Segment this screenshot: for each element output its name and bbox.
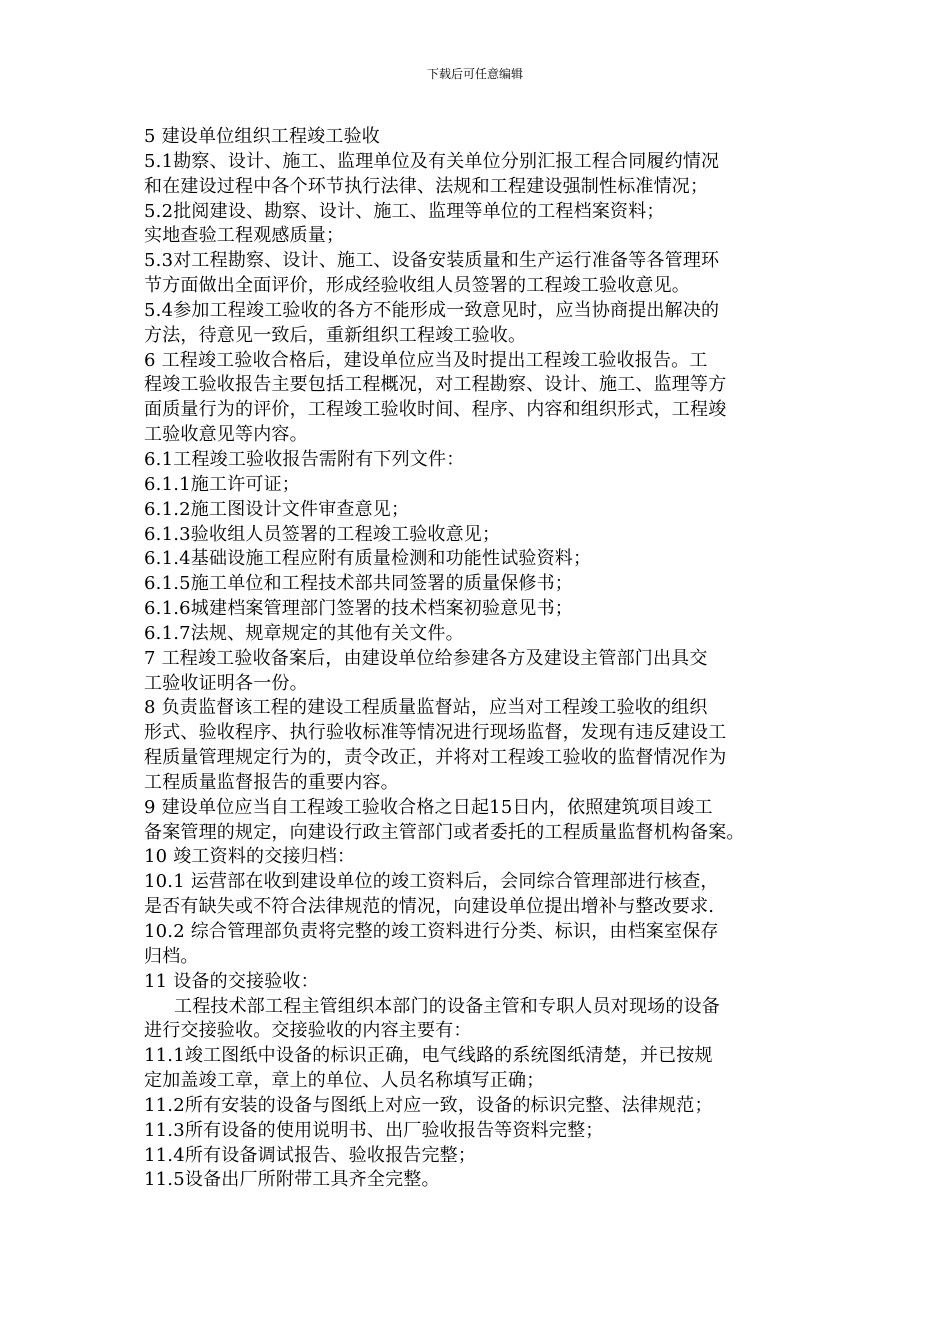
text-line: 11 设备的交接验收： — [144, 970, 319, 992]
text-line: 工验收意见等内容。 — [144, 424, 308, 446]
text-line: 和在建设过程中各个环节执行法律、法规和工程建设强制性标准情况； — [144, 175, 709, 197]
text-line: 11.1竣工图纸中设备的标识正确，电气线路的系统图纸清楚，并已按规 — [144, 1045, 713, 1067]
text-line: 是否有缺失或不符合法律规范的情况，向建设单位提出增补与整改要求. — [144, 896, 715, 918]
text-line: 7 工程竣工验收备案后，由建设单位给参建各方及建设主管部门出具交 — [144, 647, 708, 669]
text-line: 工程质量监督报告的重要内容。 — [144, 771, 399, 793]
text-line: 6.1.1施工许可证； — [144, 473, 300, 495]
text-line: 10.1 运营部在收到建设单位的竣工资料后，会同综合管理部进行核查， — [144, 871, 719, 893]
text-line: 工验收证明各一份。 — [144, 672, 308, 694]
text-line: 5 建设单位组织工程竣工验收 — [144, 126, 380, 147]
text-line: 6.1.3验收组人员签署的工程竣工验收意见； — [144, 523, 501, 545]
text-line: 实地查验工程观感质量； — [144, 225, 345, 247]
text-line: 6.1.6城建档案管理部门签署的技术档案初验意见书； — [144, 598, 573, 620]
text-line: 5.1勘察、设计、施工、监理单位及有关单位分别汇报工程合同履约情况 — [144, 150, 720, 172]
text-line: 备案管理的规定，向建设行政主管部门或者委托的工程质量监督机构备案。 — [144, 821, 745, 843]
text-line: 定加盖竣工章，章上的单位、人员名称填写正确； — [144, 1070, 545, 1092]
text-line: 归档。 — [144, 945, 199, 967]
text-line: 节方面做出全面评价，形成经验收组人员签署的工程竣工验收意见。 — [144, 275, 690, 297]
text-line: 6.1.4基础设施工程应附有质量检测和功能性试验资料； — [144, 548, 592, 570]
text-line: 程质量管理规定行为的，责令改正，并将对工程竣工验收的监督情况作为 — [144, 747, 727, 769]
text-line: 程竣工验收报告主要包括工程概况，对工程勘察、设计、施工、监理等方 — [144, 374, 727, 396]
text-line: 11.3所有设备的使用说明书、出厂验收报告等资料完整； — [144, 1119, 604, 1141]
text-line: 11.4所有设备调试报告、验收报告完整； — [144, 1144, 477, 1166]
text-line: 形式、验收程序、执行验收标准等情况进行现场监督，发现有违反建设工 — [144, 722, 727, 744]
text-line: 方法，待意见一致后，重新组织工程竣工验收。 — [144, 324, 527, 346]
text-line: 6 工程竣工验收合格后，建设单位应当及时提出工程竣工验收报告。工 — [144, 349, 708, 371]
text-line: 6.1工程竣工验收报告需附有下列文件： — [144, 448, 465, 470]
text-line: 6.1.5施工单位和工程技术部共同签署的质量保修书； — [144, 573, 573, 595]
text-line: 9 建设单位应当自工程竣工验收合格之日起15日内，依照建筑项目竣工 — [144, 796, 713, 818]
text-line: 5.2批阅建设、勘察、设计、施工、监理等单位的工程档案资料； — [144, 200, 665, 222]
text-line: 面质量行为的评价，工程竣工验收时间、程序、内容和组织形式，工程竣 — [144, 399, 727, 421]
text-line: 进行交接验收。交接验收的内容主要有： — [144, 1020, 472, 1042]
text-line: 6.1.7法规、规章规定的其他有关文件。 — [144, 622, 464, 644]
text-line: 6.1.2施工图设计文件审查意见； — [144, 498, 410, 520]
text-line: 5.3对工程勘察、设计、施工、设备安装质量和生产运行准备等各管理环 — [144, 250, 720, 272]
page-header-note: 下载后可任意编辑 — [426, 67, 523, 81]
document-body — [144, 125, 804, 1193]
text-line: 11.2所有安装的设备与图纸上对应一致，设备的标识完整、法律规范； — [144, 1094, 713, 1116]
text-line: 10.2 综合管理部负责将完整的竣工资料进行分类、标识，由档案室保存 — [144, 921, 719, 942]
text-line: 10 竣工资料的交接归档： — [144, 846, 356, 868]
text-line: 11.5设备出厂所附带工具齐全完整。 — [144, 1169, 440, 1191]
text-line: 5.4参加工程竣工验收的各方不能形成一致意见时，应当协商提出解决的 — [144, 299, 720, 321]
text-line: 8 负责监督该工程的建设工程质量监督站，应当对工程竣工验收的组织 — [144, 697, 708, 719]
text-line: 工程技术部工程主管组织本部门的设备主管和专职人员对现场的设备 — [174, 995, 720, 1017]
